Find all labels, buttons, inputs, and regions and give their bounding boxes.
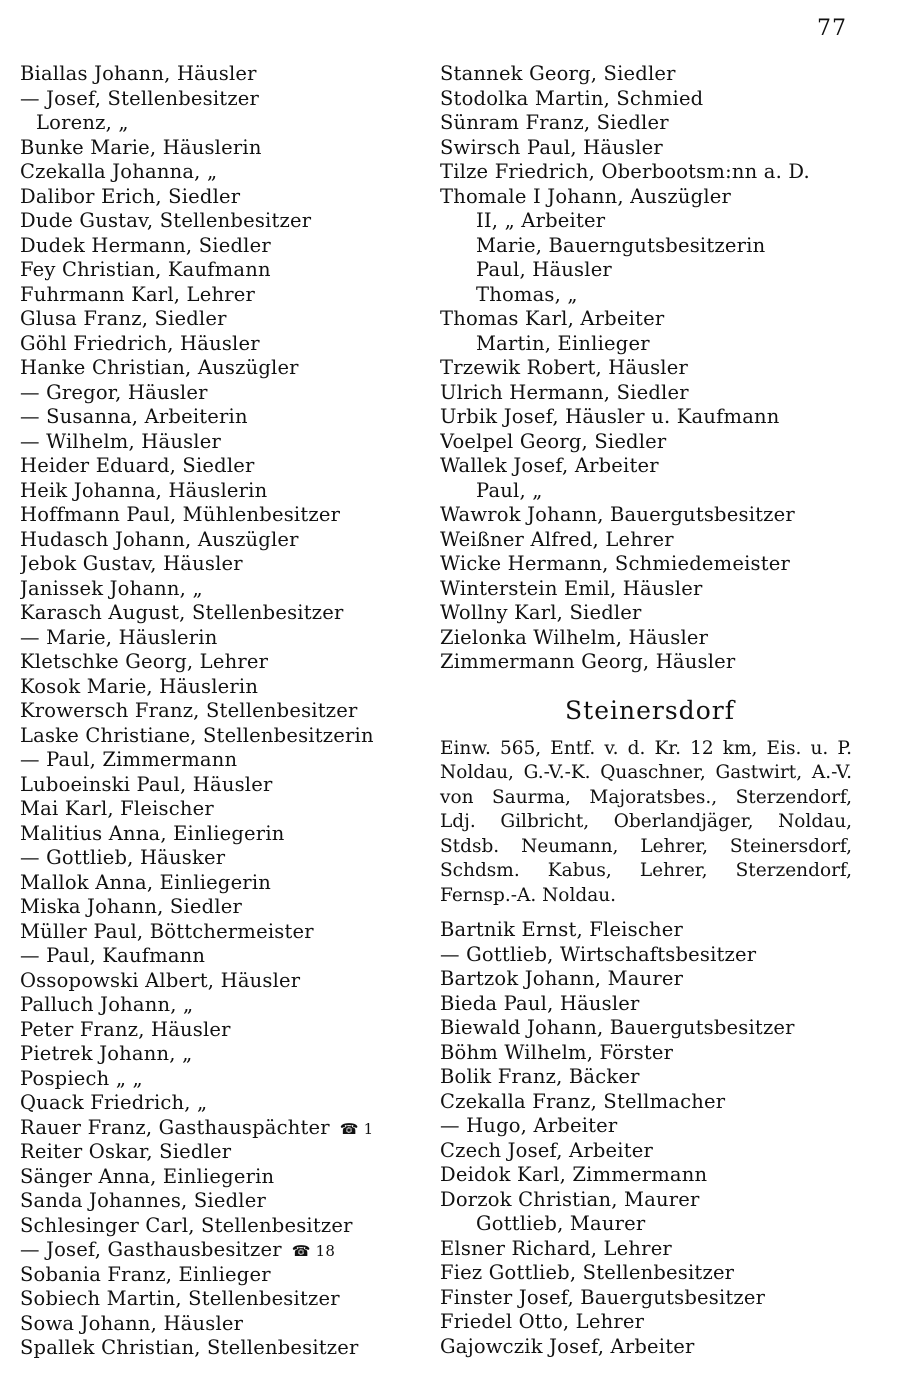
list-item: Hoffmann Paul, Mühlenbesitzer [20,503,341,526]
list-item: Biallas Johann, Häusler [20,62,257,85]
list-item: Sowa Johann, Häusler [20,1311,244,1335]
list-item: Müller Paul, Böttchermeister [20,919,314,943]
left-column [20,62,420,1361]
list-item: Kletschke Georg, Lehrer [20,650,269,673]
list-item: Luboeinski Paul, Häusler [20,772,273,796]
list-item: Heik Johanna, Häuslerin [20,478,268,502]
list-item: Thomale I Johann, Auszügler [440,184,732,208]
list-item: Krowersch Franz, Stellenbesitzer [20,699,358,722]
section-info: Einw. 565, Entf. v. d. Kr. 12 km, Eis. u. P. Noldau, G.-V.-K. Quaschner, Gastwirt, A.-V. von Saurma, Majoratsbes., Sterzendorf, Ldj. Gilbricht, Oberlandjäger, Noldau, Stdsb. Neumann, Lehrer, Steinersdorf, Schdsm. Kabus, Lehrer, Sterzendorf, Fernsp.-A. Noldau. [440,737,852,906]
list-item: Wicke Hermann, Schmiedemeister [440,552,791,575]
list-item: Schlesinger Carl, Stellenbesitzer [20,1213,353,1237]
list-item: — Paul, Kaufmann [20,944,206,967]
list-item: Peter Franz, Häusler [20,1017,231,1041]
list-item: Göhl Friedrich, Häusler [20,331,260,355]
list-item: — Marie, Häuslerin [20,625,218,649]
list-item: Martin, Einlieger [476,331,650,355]
list-item: Marie, Bauerngutsbesitzerin [476,233,766,257]
list-item: Paul, „ [476,478,543,502]
entry-text: Rauer Franz, Gasthauspächter [20,1115,330,1139]
list-item: Bunke Marie, Häuslerin [20,135,262,159]
list-item: Fey Christian, Kaufmann [20,258,271,281]
list-item: Pospiech „ „ [20,1066,143,1090]
resident-list-left [20,62,420,1361]
list-item: Quack Friedrich, „ [20,1091,208,1114]
list-item: Sänger Anna, Einliegerin [20,1164,275,1188]
list-item: Karasch August, Stellenbesitzer [20,601,344,624]
list-item: Hanke Christian, Auszügler [20,356,299,379]
list-item: — Susanna, Arbeiterin [20,405,248,428]
list-item: Janissek Johann, „ [20,576,203,600]
list-item: Glusa Franz, Siedler [20,307,227,330]
list-item [20,1116,420,1141]
list-item: Dudek Hermann, Siedler [20,233,271,257]
list-item: Pietrek Johann, „ [20,1042,193,1065]
list-item: Heider Eduard, Siedler [20,454,255,477]
list-item: Sanda Johannes, Siedler [20,1189,266,1212]
list-item: Czekalla Franz, Stellmacher [440,1089,726,1113]
list-item: — Gregor, Häusler [20,380,208,404]
telephone-icon: ☎ 1 [339,1119,374,1138]
resident-list-right-top [440,62,860,675]
list-item: Wallek Josef, Arbeiter [440,454,659,477]
list-item: Biewald Johann, Bauergutsbesitzer [440,1016,795,1039]
list-item: Zimmermann Georg, Häusler [440,650,736,673]
list-item: Friedel Otto, Lehrer [440,1310,645,1333]
list-item: Dorzok Christian, Maurer [440,1187,700,1211]
list-item: Ossopowski Albert, Häusler [20,968,301,992]
list-item: Urbik Josef, Häusler u. Kaufmann [440,405,780,428]
list-item: — Josef, Stellenbesitzer [20,86,260,110]
page-number: 77 [817,16,847,41]
resident-list-right-bottom [440,918,860,1359]
list-item: Kosok Marie, Häuslerin [20,674,259,698]
list-item: Palluch Johann, „ [20,993,194,1016]
list-item: Lorenz, „ [36,111,129,134]
list-item: Stodolka Martin, Schmied [440,86,704,110]
section-heading: Steinersdorf [565,695,735,725]
list-item: Fiez Gottlieb, Stellenbesitzer [440,1261,735,1284]
list-item: Deidok Karl, Zimmermann [440,1163,708,1186]
list-item: Bartnik Ernst, Fleischer [440,918,683,941]
list-item: — Gottlieb, Häusker [20,846,226,869]
list-item: Finster Josef, Bauergutsbesitzer [440,1285,766,1309]
list-item: Bieda Paul, Häusler [440,991,640,1015]
list-item: Swirsch Paul, Häusler [440,135,663,159]
list-item: Bartzok Johann, Maurer [440,967,684,990]
list-item: Czekalla Johanna, „ [20,160,218,183]
list-item: Winterstein Emil, Häusler [440,576,703,600]
list-item: Wollny Karl, Siedler [440,601,642,624]
list-item: Reiter Oskar, Siedler [20,1140,232,1163]
list-item: Paul, Häusler [476,258,612,281]
list-item: Hudasch Johann, Auszügler [20,527,299,551]
list-item: Stannek Georg, Siedler [440,62,676,85]
list-item: — Wilhelm, Häusler [20,429,221,453]
list-item: Thomas, „ [476,282,578,306]
list-item: II, „ Arbeiter [476,209,606,232]
list-item: Fuhrmann Karl, Lehrer [20,282,255,306]
list-item: Voelpel Georg, Siedler [440,429,667,453]
list-item: Wawrok Johann, Bauergutsbesitzer [440,503,795,526]
list-item: Gajowczik Josef, Arbeiter [440,1334,695,1358]
list-item: Thomas Karl, Arbeiter [440,307,665,330]
list-item: — Gottlieb, Wirtschaftsbesitzer [440,942,757,966]
list-item: Sobiech Martin, Stellenbesitzer [20,1287,340,1310]
list-item: Dalibor Erich, Siedler [20,184,241,208]
telephone-icon: ☎ 18 [291,1242,336,1260]
list-item: Weißner Alfred, Lehrer [440,527,674,551]
list-item: Sobania Franz, Einlieger [20,1262,271,1286]
list-item: Laske Christiane, Stellenbesitzerin [20,723,374,747]
list-item: Malitius Anna, Einliegerin [20,821,285,845]
list-item: Elsner Richard, Lehrer [440,1236,672,1260]
list-item: Zielonka Wilhelm, Häusler [440,625,709,649]
list-item: Jebok Gustav, Häusler [20,552,243,575]
list-item: Dude Gustav, Stellenbesitzer [20,209,312,232]
list-item: Miska Johann, Siedler [20,895,243,918]
list-item: — Paul, Zimmermann [20,748,238,771]
right-column [440,62,860,1359]
list-item [20,1238,420,1263]
list-item: Spallek Christian, Stellenbesitzer [20,1336,359,1359]
list-item: Ulrich Hermann, Siedler [440,380,689,404]
list-item: Mai Karl, Fleischer [20,797,214,820]
list-item: Mallok Anna, Einliegerin [20,870,272,894]
list-item: — Hugo, Arbeiter [440,1114,618,1137]
list-item: Trzewik Robert, Häusler [440,356,688,379]
list-item: Gottlieb, Maurer [476,1212,646,1235]
list-item: Czech Josef, Arbeiter [440,1138,653,1162]
list-item: Sünram Franz, Siedler [440,111,669,134]
list-item: Bolik Franz, Bäcker [440,1065,640,1088]
entry-text: — Josef, Gasthausbesitzer [20,1238,282,1261]
list-item: Böhm Wilhelm, Förster [440,1040,674,1064]
list-item: Tilze Friedrich, Oberbootsm:nn a. D. [440,160,810,183]
